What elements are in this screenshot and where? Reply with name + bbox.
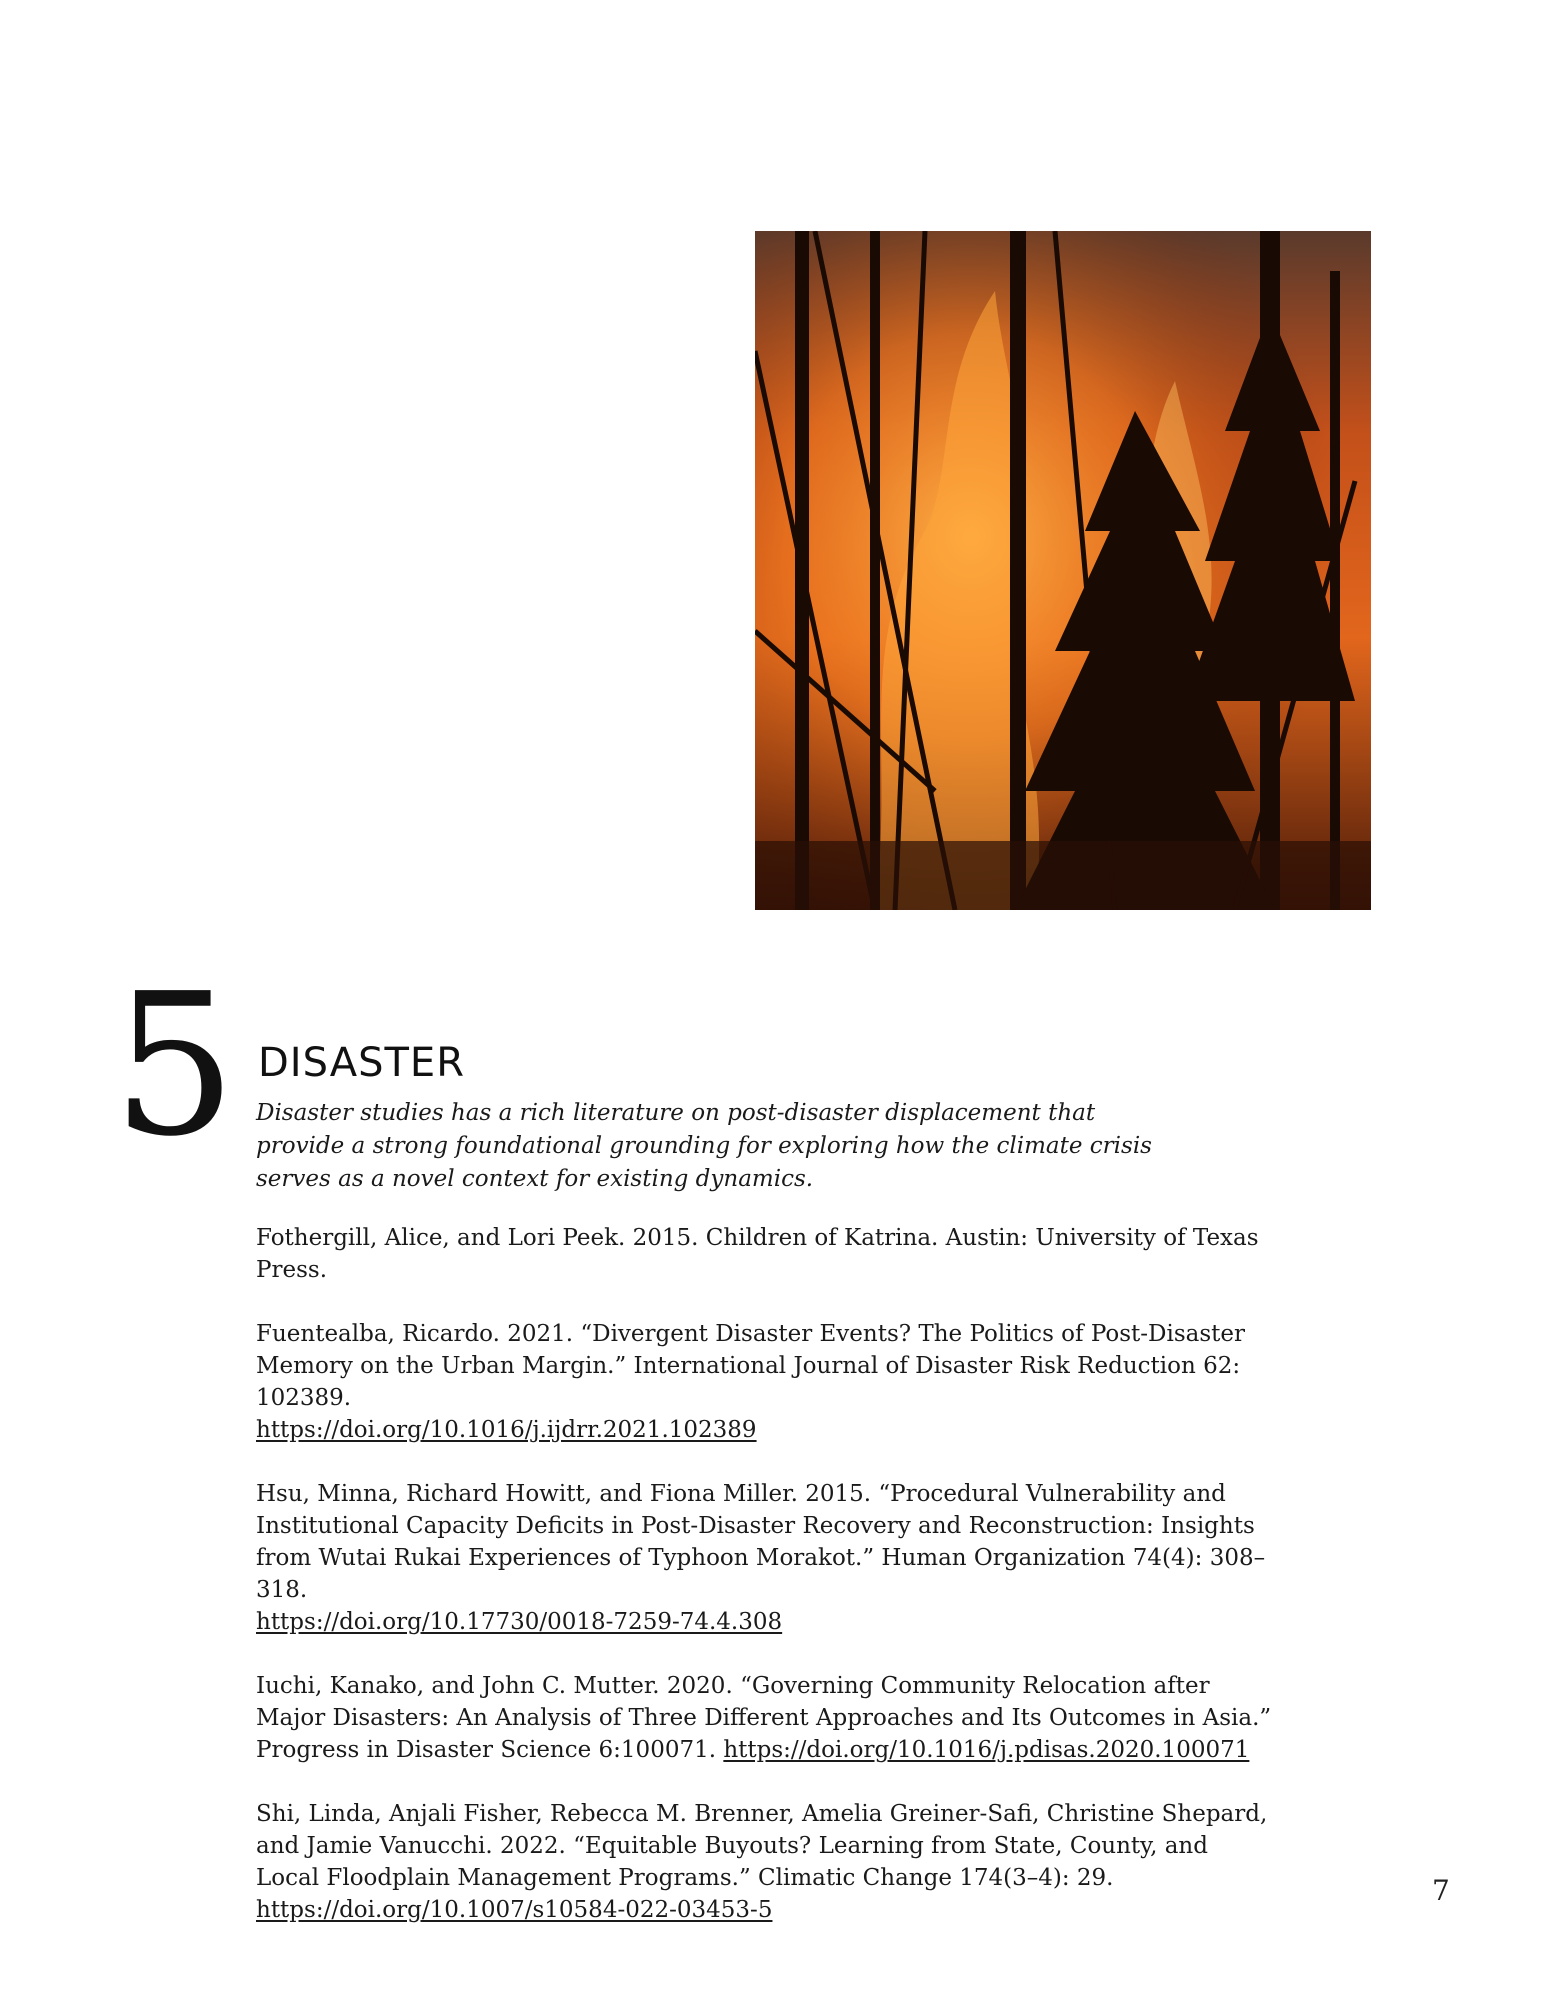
doi-link[interactable]: https://doi.org/10.1016/j.pdisas.2020.100071 <box>723 1737 1250 1763</box>
reference-item <box>256 1478 1276 1638</box>
reference-text: Shi, Linda, Anjali Fisher, Rebecca M. Brenner, Amelia Greiner-Safi, Christine Shepard, and Jamie Vanucchi. 2022. “Equitable Buyouts? Learning from State, County, and Local Floodplain Management Programs.” Climatic Change 174(3–4): 29. <box>256 1801 1268 1891</box>
page-number: 7 <box>1432 1874 1450 1907</box>
section-title: DISASTER <box>258 1040 465 1086</box>
doi-link[interactable]: https://doi.org/10.17730/0018-7259-74.4.308 <box>256 1609 783 1635</box>
reference-list <box>256 1222 1276 1958</box>
reference-text: Iuchi, Kanako, and John C. Mutter. 2020. “Governing Community Relocation after Major Disasters: An Analysis of Three Different Approaches and Its Outcomes in Asia.” Progress in Disaster Science 6:100071. <box>256 1673 1272 1763</box>
doi-link[interactable]: https://doi.org/10.1007/s10584-022-03453-5 <box>256 1897 773 1923</box>
doi-link[interactable]: https://doi.org/10.1016/j.ijdrr.2021.102389 <box>256 1417 757 1443</box>
reference-text: Hsu, Minna, Richard Howitt, and Fiona Miller. 2015. “Procedural Vulnerability and Institutional Capacity Deficits in Post-Disaster Recovery and Reconstruction: Insights from Wutai Rukai Experiences of Typhoon Morakot.” Human Organization 74(4): 308–318. <box>256 1481 1266 1603</box>
forest-fire-photo <box>755 231 1371 910</box>
reference-text: Fothergill, Alice, and Lori Peek. 2015. Children of Katrina. Austin: University of Texas Press. <box>256 1225 1259 1283</box>
chapter-number: 5 <box>112 952 237 1180</box>
reference-item <box>256 1222 1276 1286</box>
reference-item <box>256 1318 1276 1446</box>
reference-item <box>256 1670 1276 1766</box>
section-intro: Disaster studies has a rich literature on post-disaster displacement that provide a strong foundational grounding for exploring how the climate crisis serves as a novel context for existing dynamics. <box>256 1100 1152 1192</box>
reference-text: Fuentealba, Ricardo. 2021. “Divergent Disaster Events? The Politics of Post-Disaster Memory on the Urban Margin.” International Journal of Disaster Risk Reduction 62: 102389. <box>256 1321 1246 1411</box>
reference-item <box>256 1798 1276 1926</box>
